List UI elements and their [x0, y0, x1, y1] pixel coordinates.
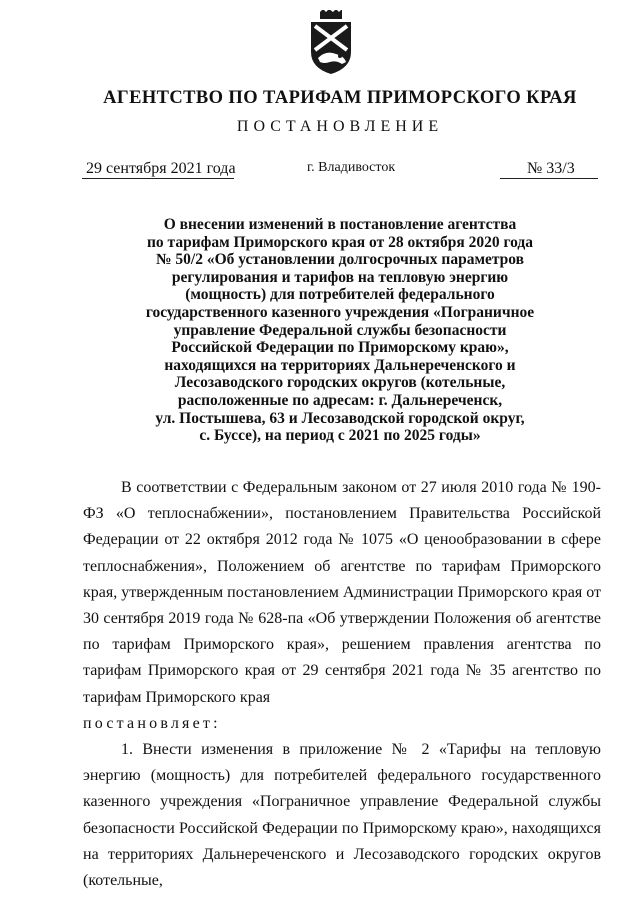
title-line: О внесении изменений в постановление агентства: [163, 216, 517, 233]
document-number: № 33/3: [527, 160, 575, 177]
title-line: находящихся на территориях Дальнереченского и: [164, 356, 516, 374]
title-line: Лесозаводского городских округов (котельные,: [174, 374, 506, 392]
title-line: расположенные по адресам: г. Дальнереченск,: [177, 391, 503, 409]
title-line: управление Федеральной службы безопасности: [173, 321, 507, 339]
document-body: [83, 475, 601, 894]
resolution-word: постановляет:: [83, 714, 221, 732]
document-type: ПОСТАНОВЛЕНИЕ: [236, 118, 444, 135]
title-line: Российской Федерации по Приморскому краю»,: [171, 339, 509, 357]
number-underline: [500, 178, 598, 179]
title-line: (мощность) для потребителей федерального: [185, 286, 495, 304]
body-paragraph: 1. Внести изменения в приложение № 2 «Тарифы на тепловую энергию (мощность) для потребителей федерального государственного казенного учреждения «Пограничное управление Федеральной службы безопасности Российской Федерации по Приморскому краю», находящихся на территориях Дальнереченского и Лесозаводского городских округов (котельные,: [83, 741, 601, 890]
title-line: ул. Постышева, 63 и Лесозаводской городской округ,: [155, 409, 525, 427]
document-city: г. Владивосток: [307, 160, 396, 175]
document-date: 29 сентября 2021 года: [86, 160, 236, 177]
agency-name: АГЕНТСТВО ПО ТАРИФАМ ПРИМОРСКОГО КРАЯ: [103, 88, 577, 108]
title-line: с. Буссе), на период с 2021 по 2025 годы»: [199, 427, 481, 445]
date-underline: [82, 178, 234, 179]
title-line: государственного казенного учреждения «Пограничное: [145, 303, 535, 321]
title-line: по тарифам Приморского края от 28 октября 2020 года: [146, 233, 534, 251]
document-title: [120, 216, 560, 445]
title-line: № 50/2 «Об установлении долгосрочных параметров: [155, 251, 525, 269]
coat-of-arms-icon: [306, 10, 356, 76]
body-paragraph: В соответствии с Федеральным законом от 27 июля 2010 года № 190-ФЗ «О теплоснабжении», постановлением Правительства Российской Федерации от 22 октября 2012 года № 1075 «О ценообразовании в сфере теплоснабжения», Положением об агентстве по тарифам Приморского края, утвержденным постановлением Администрации Приморского края от 30 сентября 2019 года № 628-па «Об утверждении Положения об агентстве по тарифам Приморского края», решением правления агентства по тарифам Приморского края от 29 сентября 2021 года № 35 агентство по тарифам Приморского края: [83, 479, 601, 706]
title-line: регулирования и тарифов на тепловую энергию: [171, 268, 509, 286]
